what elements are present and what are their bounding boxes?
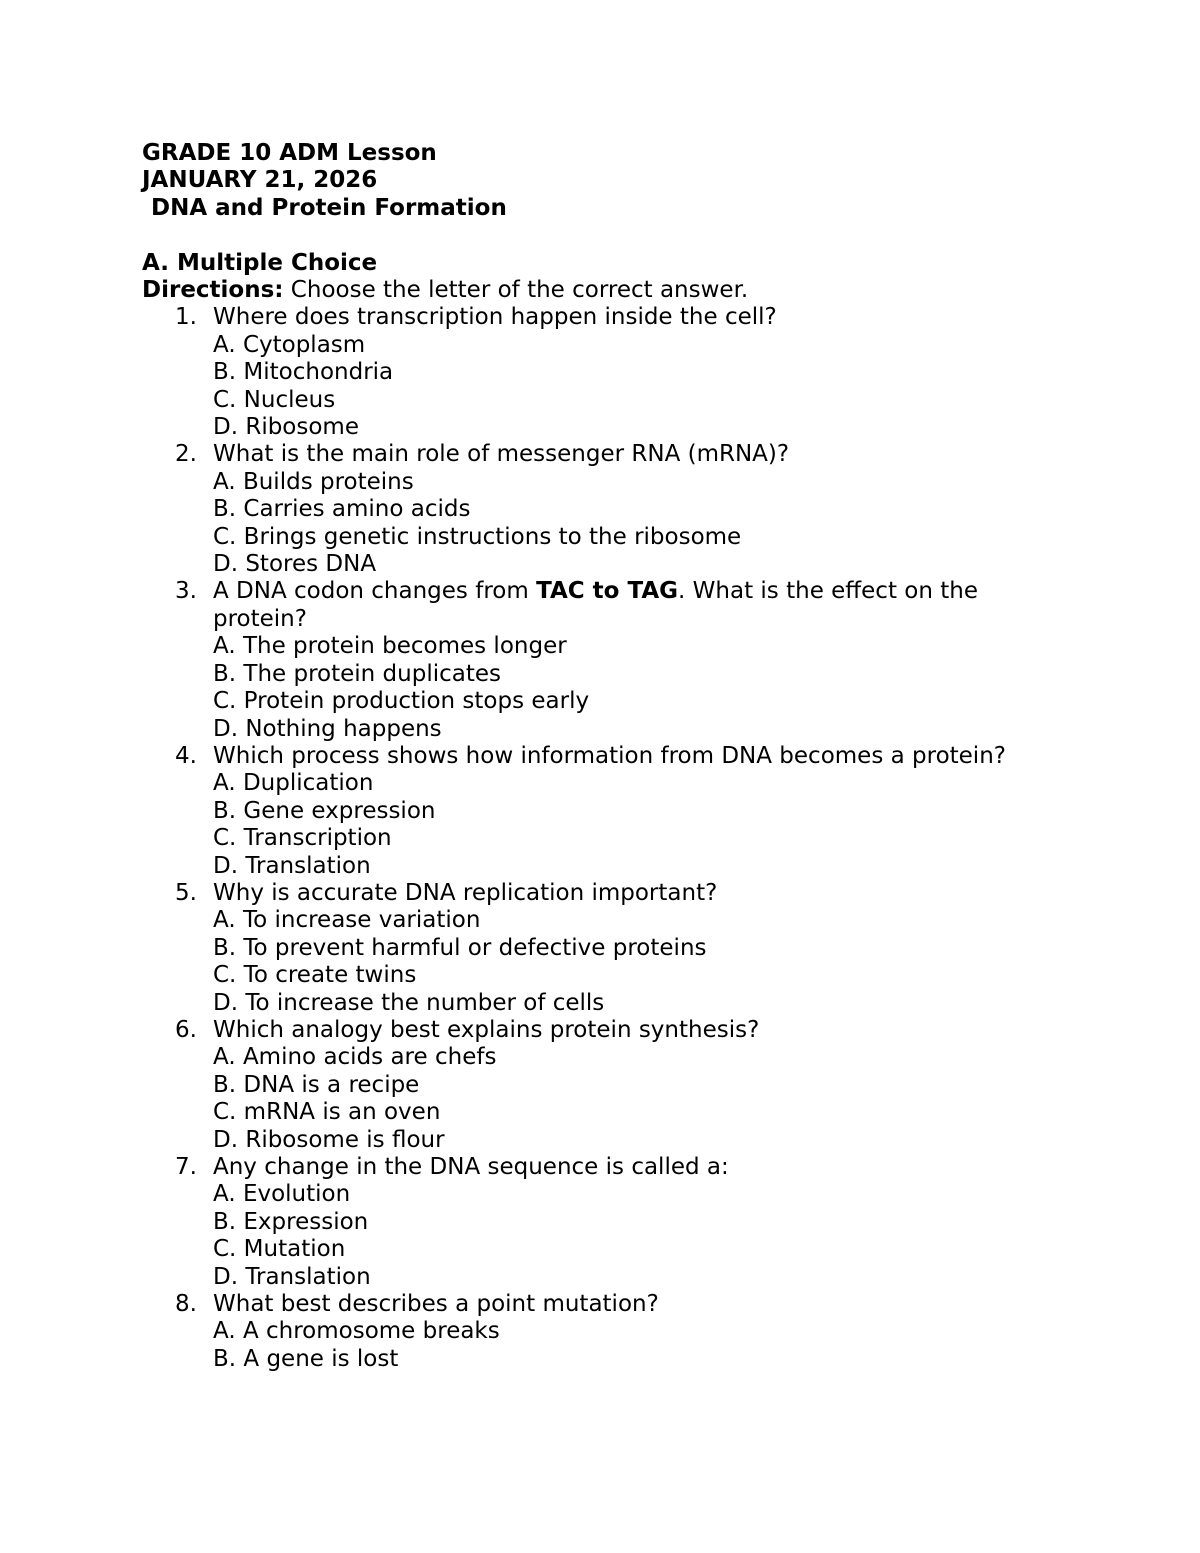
- option-a: A. Cytoplasm: [213, 331, 366, 358]
- option-d: D. To increase the number of cells: [213, 989, 605, 1016]
- question-number: 5.: [175, 879, 197, 906]
- question-8: [142, 1291, 1042, 1373]
- question-text: [213, 578, 1042, 633]
- question-2: [142, 441, 1042, 578]
- question-text: What best describes a point mutation?: [213, 1291, 659, 1318]
- option-d: D. Ribosome: [213, 414, 359, 441]
- document-title: GRADE 10 ADM Lesson: [142, 140, 437, 166]
- question-3: [142, 578, 1042, 742]
- option-list: [213, 770, 1042, 880]
- option-a: A. Amino acids are chefs: [213, 1044, 497, 1071]
- option-list: [213, 633, 1042, 743]
- question-number: 1.: [175, 304, 197, 331]
- question-number: 3.: [175, 578, 197, 605]
- option-a: A. Evolution: [213, 1181, 351, 1208]
- question-1: [142, 304, 1042, 441]
- question-number: 4.: [175, 742, 197, 769]
- question-number: 6.: [175, 1016, 197, 1043]
- question-text-before: A DNA codon changes from: [213, 578, 537, 605]
- question-text: Which process shows how information from DNA becomes a protein?: [213, 742, 1006, 769]
- option-d: D. Stores DNA: [213, 551, 377, 578]
- question-number: 7.: [175, 1154, 197, 1181]
- option-list: [213, 907, 1042, 1017]
- option-b: B. Carries amino acids: [213, 496, 471, 523]
- option-b: B. DNA is a recipe: [213, 1071, 420, 1098]
- question-number: 2.: [175, 441, 197, 468]
- option-a: A. The protein becomes longer: [213, 633, 567, 660]
- question-text: Which analogy best explains protein synthesis?: [213, 1016, 760, 1043]
- question-text: What is the main role of messenger RNA (mRNA)?: [213, 441, 790, 468]
- question-text: Why is accurate DNA replication important?: [213, 879, 718, 906]
- section-heading: A. Multiple Choice: [142, 249, 378, 276]
- option-c: C. Brings genetic instructions to the ribosome: [213, 523, 742, 550]
- option-list: [213, 1318, 1042, 1373]
- directions: [142, 277, 1042, 304]
- option-d: D. Nothing happens: [213, 715, 442, 742]
- option-b: B. Expression: [213, 1208, 369, 1235]
- directions-label: Directions:: [142, 277, 284, 304]
- codon-change: TAC to TAG: [536, 578, 679, 605]
- option-list: [213, 332, 1042, 442]
- option-d: D. Translation: [213, 1263, 371, 1290]
- option-list: [213, 469, 1042, 579]
- option-list: [213, 1044, 1042, 1154]
- option-c: C. Mutation: [213, 1236, 346, 1263]
- option-b: B. A gene is lost: [213, 1345, 399, 1372]
- question-list: [142, 304, 1042, 1373]
- option-c: C. Nucleus: [213, 386, 336, 413]
- option-c: C. Protein production stops early: [213, 688, 590, 715]
- question-text-after: . What is the effect on the protein?: [213, 578, 978, 632]
- option-d: D. Ribosome is flour: [213, 1126, 445, 1153]
- option-a: A. A chromosome breaks: [213, 1318, 500, 1345]
- question-6: [142, 1017, 1042, 1154]
- option-b: B. To prevent harmful or defective proteins: [213, 934, 707, 961]
- option-a: A. Duplication: [213, 770, 374, 797]
- question-7: [142, 1154, 1042, 1291]
- option-c: C. mRNA is an oven: [213, 1099, 441, 1126]
- option-c: C. Transcription: [213, 825, 392, 852]
- document-content: [142, 140, 1042, 1373]
- option-d: D. Translation: [213, 852, 371, 879]
- option-a: A. Builds proteins: [213, 468, 414, 495]
- document-subtitle: DNA and Protein Formation: [151, 194, 507, 221]
- option-a: A. To increase variation: [213, 907, 481, 934]
- blank-line: [142, 222, 1042, 249]
- question-text: Any change in the DNA sequence is called a:: [213, 1154, 729, 1181]
- option-list: [213, 1181, 1042, 1291]
- option-b: B. The protein duplicates: [213, 660, 502, 687]
- question-text: Where does transcription happen inside the cell?: [213, 304, 777, 331]
- option-b: B. Gene expression: [213, 797, 436, 824]
- option-b: B. Mitochondria: [213, 359, 394, 386]
- question-5: [142, 880, 1042, 1017]
- option-c: C. To create twins: [213, 962, 417, 989]
- question-number: 8.: [175, 1291, 197, 1318]
- question-4: [142, 743, 1042, 880]
- document-date: JANUARY 21, 2026: [142, 167, 378, 194]
- directions-text: Choose the letter of the correct answer.: [283, 277, 749, 304]
